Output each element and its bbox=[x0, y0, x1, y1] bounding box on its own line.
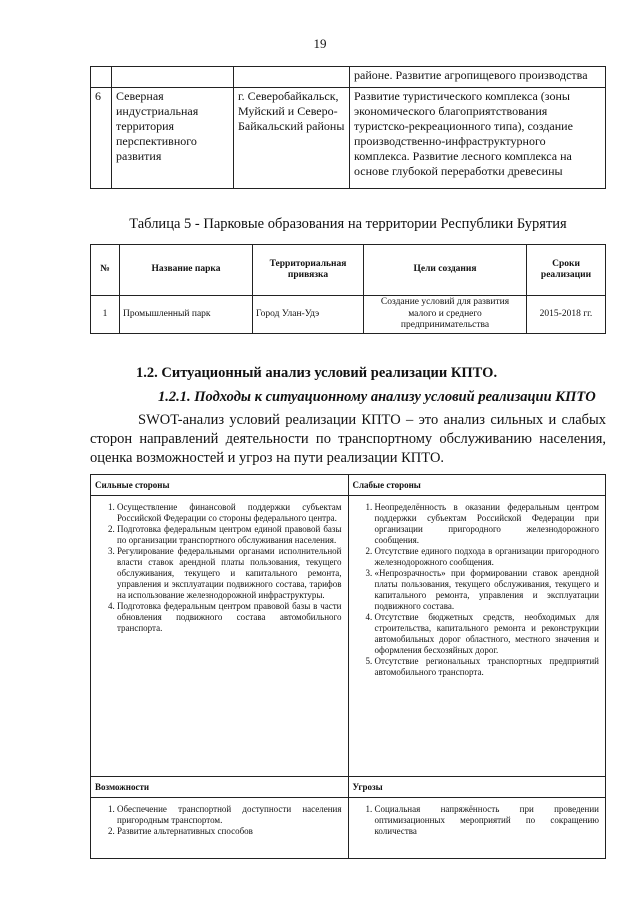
list-item: 2. Подготовка федеральным центром единой правовой базы по организации транспортного обслуживания населения. bbox=[117, 524, 342, 546]
header-park-name: Название парка bbox=[120, 245, 253, 296]
body-paragraph: SWOT-анализ условий реализации КПТО – это анализ сильных и слабых сторон направлений деятельности по транспортному обслуживанию населения, оценка возможностей и угроз на пути реализации КПТО. bbox=[90, 412, 606, 466]
list-item: 1. Социальная напряжённость при проведении оптимизационных мероприятий по сокращению количества bbox=[375, 804, 600, 837]
cell-directions: районе. Развитие агропищевого производства bbox=[350, 67, 606, 88]
list-item: 4. Подготовка федеральным центром правовой базы в части обновления подвижного состава автомобильного транспорта. bbox=[117, 601, 342, 634]
territories-table bbox=[90, 66, 606, 189]
strengths-title: Сильные стороны bbox=[91, 475, 349, 496]
cell-territory: Северная индустриальная территория перспективного развития bbox=[112, 88, 234, 189]
swot-body-row bbox=[91, 496, 606, 777]
list-item: 1. Осуществление финансовой поддержки субъектам Российской Федерации со стороны федерального центра. bbox=[117, 502, 342, 524]
weaknesses-cell bbox=[348, 496, 606, 777]
cell-territory bbox=[112, 67, 234, 88]
opportunities-title: Возможности bbox=[91, 777, 349, 798]
cell-directions: Развитие туристического комплекса (зоны экономического благоприятствования туристско-рекреационного типа), создание производственно-инфраструктурного комплекса. Развитие лесного комплекса на основе глубокой переработки древесины bbox=[350, 88, 606, 189]
weaknesses-list bbox=[355, 502, 600, 678]
opportunities-list bbox=[97, 804, 342, 837]
cell-num bbox=[91, 67, 112, 88]
header-location: Территориальная привязка bbox=[253, 245, 364, 296]
opportunities-cell bbox=[91, 798, 349, 859]
cell-municipalities: г. Северобайкальск, Муйский и Северо-Байкальский районы bbox=[234, 88, 350, 189]
cell-num: 1 bbox=[91, 296, 120, 334]
list-item: 1. Обеспечение транспортной доступности населения пригородным транспортом. bbox=[117, 804, 342, 826]
table-row bbox=[91, 88, 606, 189]
list-item: 3. «Непрозрачность» при формировании ставок арендной платы пользования, текущего обслуживания, текущего и капитального ремонта, управления и эксплуатации подвижного состава. bbox=[375, 568, 600, 612]
cell-municipalities bbox=[234, 67, 350, 88]
list-item: 5. Отсутствие региональных транспортных предприятий автомобильного транспорта. bbox=[375, 656, 600, 678]
subsection-heading: 1.2.1. Подходы к ситуационному анализу условий реализации КПТО bbox=[158, 389, 596, 405]
cell-num: 6 bbox=[91, 88, 112, 189]
strengths-list bbox=[97, 502, 342, 634]
swot-body-row bbox=[91, 798, 606, 859]
table-header-row bbox=[91, 245, 606, 296]
header-goals: Цели создания bbox=[364, 245, 527, 296]
cell-goals: Создание условий для развития малого и среднего предпринимательства bbox=[364, 296, 527, 334]
page-number: 19 bbox=[313, 36, 327, 51]
threats-list bbox=[355, 804, 600, 837]
swot-table bbox=[90, 474, 606, 859]
swot-header-row bbox=[91, 777, 606, 798]
list-item: 2. Отсутствие единого подхода в организации пригородного железнодорожного сообщения. bbox=[375, 546, 600, 568]
list-item: 1. Неопределённость в оказании федеральным центром поддержки субъектам Российской Федерации при организации пригородного железнодорожного сообщения. bbox=[375, 502, 600, 546]
parks-table bbox=[90, 244, 606, 334]
threats-cell bbox=[348, 798, 606, 859]
header-num: № bbox=[91, 245, 120, 296]
cell-period: 2015-2018 гг. bbox=[527, 296, 606, 334]
section-heading: 1.2. Ситуационный анализ условий реализации КПТО. bbox=[136, 365, 498, 381]
list-item: 4. Отсутствие бюджетных средств, необходимых для строительства, капитального ремонта и реконструкции автомобильных дорог областного, местного значения и оформления бесхозяйных дорог. bbox=[375, 612, 600, 656]
table-row bbox=[91, 296, 606, 334]
cell-location: Город Улан-Удэ bbox=[253, 296, 364, 334]
swot-header-row bbox=[91, 475, 606, 496]
header-period: Сроки реализации bbox=[527, 245, 606, 296]
weaknesses-title: Слабые стороны bbox=[348, 475, 606, 496]
strengths-cell bbox=[91, 496, 349, 777]
table5-caption: Таблица 5 - Парковые образования на территории Республики Бурятия bbox=[129, 216, 567, 232]
list-item: 3. Регулирование федеральными органами исполнительной власти ставок арендной платы пользования, текущего обслуживания, текущего и капитального ремонта, управления и эксплуатации подвижного состава, тарифов на использование железнодорожной инфраструктуры. bbox=[117, 546, 342, 601]
threats-title: Угрозы bbox=[348, 777, 606, 798]
cell-park-name: Промышленный парк bbox=[120, 296, 253, 334]
table-row bbox=[91, 67, 606, 88]
list-item: 2. Развитие альтернативных способов bbox=[117, 826, 342, 837]
